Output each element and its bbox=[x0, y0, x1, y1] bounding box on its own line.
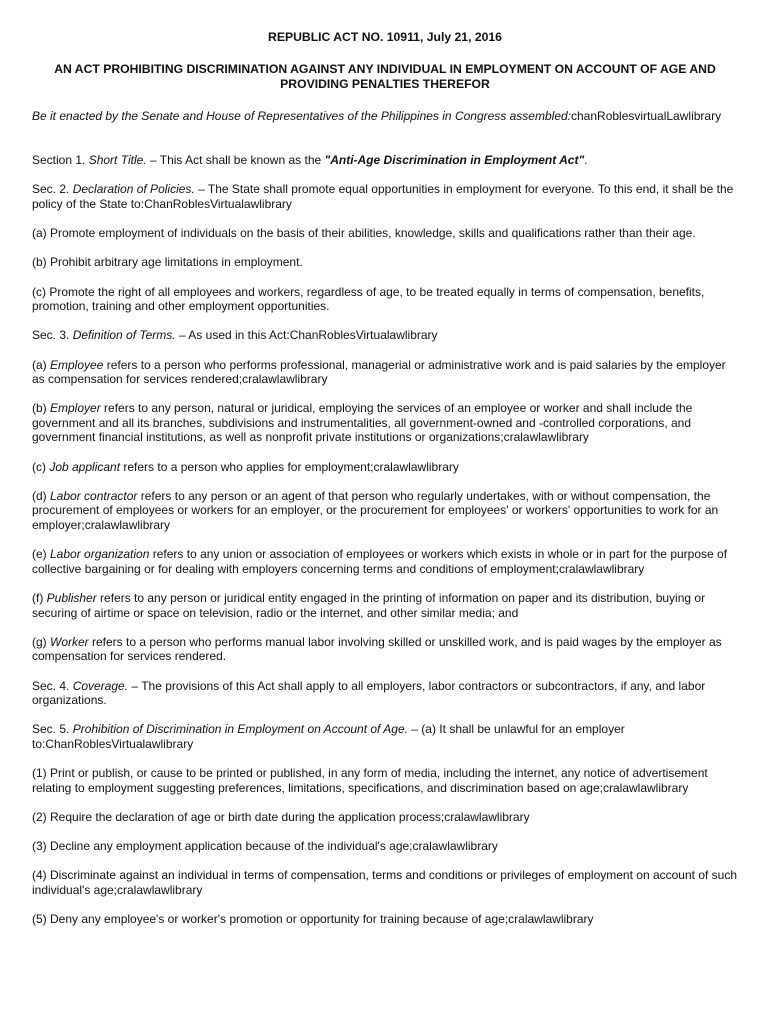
section-3-heading: Definition of Terms. bbox=[72, 328, 176, 343]
definition-d bbox=[32, 489, 738, 533]
definition-f-text: refers to any person or juridical entity engaged in the printing of information on paper and its distribution, buying or securing of airtime or space on television, radio or the internet, and other similar media; and bbox=[32, 591, 706, 620]
enacting-clause bbox=[32, 109, 738, 124]
policy-b: (b) Prohibit arbitrary age limitations in employment. bbox=[32, 255, 303, 270]
definition-b-term: Employer bbox=[50, 401, 101, 416]
definition-e-prefix: (e) bbox=[32, 547, 50, 562]
section-2-heading: Declaration of Policies. bbox=[72, 182, 195, 197]
definition-f-prefix: (f) bbox=[32, 591, 47, 605]
section-4-heading: Coverage. bbox=[72, 678, 129, 693]
section-5 bbox=[32, 722, 738, 751]
section-1 bbox=[32, 153, 738, 168]
document-page bbox=[32, 30, 738, 941]
definition-b-prefix: (b) bbox=[32, 401, 50, 416]
prohibition-item-4: (4) Discriminate against an individual in terms of compensation, terms and conditions or privileges of employment on account of such individual's age;cralawlawlibrary bbox=[32, 868, 738, 897]
prohibition-item-2: (2) Require the declaration of age or birth date during the application process;cralawlawlibrary bbox=[32, 809, 530, 824]
definition-c-term: Job applicant bbox=[49, 459, 121, 474]
section-5-text: – (a) It shall be unlawful for an employer to:ChanRoblesVirtualawlibrary bbox=[32, 722, 625, 751]
definition-c bbox=[32, 460, 738, 475]
policy-c: (c) Promote the right of all employees and workers, regardless of age, to be treated equally in terms of compensation, benefits, promotion, training and other employment opportunities. bbox=[32, 284, 705, 314]
definition-a-text: refers to a person who performs professional, managerial or administrative work and is paid salaries by the employer as compensation for services rendered;cralawlawlibrary bbox=[32, 357, 726, 387]
definition-g bbox=[32, 635, 738, 664]
document-title: REPUBLIC ACT NO. 10911, July 21, 2016 bbox=[268, 30, 502, 44]
prohibition-item-1: (1) Print or publish, or cause to be printed or published, in any form of media, including the internet, any notice of advertisement relating to employment suggesting preferences, limitations, specifications, and discrimination based on age;cralawlawlibrary bbox=[32, 766, 708, 795]
definition-a-prefix: (a) bbox=[32, 357, 50, 372]
definition-b bbox=[32, 401, 738, 445]
section-5-heading: Prohibition of Discrimination in Employment on Account of Age. bbox=[72, 722, 408, 737]
definition-e-text: refers to any union or association of employees or workers which exists in whole or in part for the purpose of collective bargaining or for dealing with employers concerning terms and conditions of employment;cralawlawlibrary bbox=[32, 547, 728, 576]
prohibition-item-5: (5) Deny any employee's or worker's promotion or opportunity for training because of age;cralawlawlibrary bbox=[32, 912, 594, 927]
definition-e bbox=[32, 547, 738, 576]
definition-b-text: refers to any person, natural or juridical, employing the services of an employee or worker and shall include the government and all its branches, subdivisions and instrumentalities, all government-owned and -controlled corporations, and government financial institutions, as well as nonprofit private institutions or organizations;cralawlawlibrary bbox=[32, 401, 693, 445]
section-1-act-name: "Anti-Age Discrimination in Employment Act" bbox=[324, 153, 585, 168]
definition-c-text: refers to a person who applies for employment;cralawlawlibrary bbox=[120, 459, 459, 474]
prohibition-item-3: (3) Decline any employment application because of the individual's age;cralawlawlibrary bbox=[32, 839, 498, 854]
definition-a bbox=[32, 358, 738, 387]
document-subtitle: AN ACT PROHIBITING DISCRIMINATION AGAINST ANY INDIVIDUAL IN EMPLOYMENT ON ACCOUNT OF AGE AND PROVIDING PENALTIES THEREFOR bbox=[54, 61, 716, 91]
section-4-number: Sec. 4. bbox=[32, 678, 73, 693]
definition-d-term: Labor contractor bbox=[50, 488, 138, 503]
definition-d-prefix: (d) bbox=[32, 488, 50, 503]
policy-a: (a) Promote employment of individuals on the basis of their abilities, knowledge, skills and qualifications rather than their age. bbox=[32, 226, 696, 241]
definition-e-term: Labor organization bbox=[50, 547, 150, 562]
enacting-text: Be it enacted by the Senate and House of Representatives of the Philippines in Congress assembled: bbox=[32, 108, 571, 123]
section-2-text: – The State shall promote equal opportunities in employment for everyone. To this end, it shall be the policy of the State to:ChanRoblesVirtualawlibrary bbox=[32, 182, 734, 211]
definition-c-prefix: (c) bbox=[32, 459, 50, 474]
section-5-number: Sec. 5. bbox=[32, 722, 73, 737]
definition-g-prefix: (g) bbox=[32, 634, 50, 649]
section-1-text: – This Act shall be known as the bbox=[146, 153, 325, 168]
definition-d-text: refers to any person or an agent of that person who regularly undertakes, with or without compensation, the procurement of employees or workers for an employer, or the procurement for employees' or workers' opportunities to work for an employer;cralawlawlibrary bbox=[32, 488, 719, 533]
definition-f bbox=[32, 591, 738, 620]
section-3 bbox=[32, 328, 738, 343]
section-3-text: – As used in this Act:ChanRoblesVirtualawlibrary bbox=[175, 328, 438, 343]
section-1-heading: Short Title. bbox=[88, 153, 147, 168]
section-1-number: Section 1. bbox=[32, 153, 89, 168]
definition-g-text: refers to a person who performs manual labor involving skilled or unskilled work, and is paid wages by the employer as compensation for services rendered. bbox=[32, 634, 722, 664]
section-4 bbox=[32, 679, 738, 708]
definition-a-term: Employee bbox=[50, 357, 104, 372]
section-3-number: Sec. 3. bbox=[32, 328, 73, 343]
section-4-text: – The provisions of this Act shall apply to all employers, labor contractors or subcontractors, if any, and labor organizations. bbox=[32, 678, 706, 708]
section-1-end: . bbox=[584, 153, 588, 168]
definition-g-term: Worker bbox=[50, 634, 89, 649]
definition-f-term: Publisher bbox=[46, 591, 97, 605]
section-2 bbox=[32, 182, 738, 211]
section-2-number: Sec. 2. bbox=[32, 182, 73, 197]
enacting-tag: chanRoblesvirtualLawlibrary bbox=[571, 108, 722, 123]
